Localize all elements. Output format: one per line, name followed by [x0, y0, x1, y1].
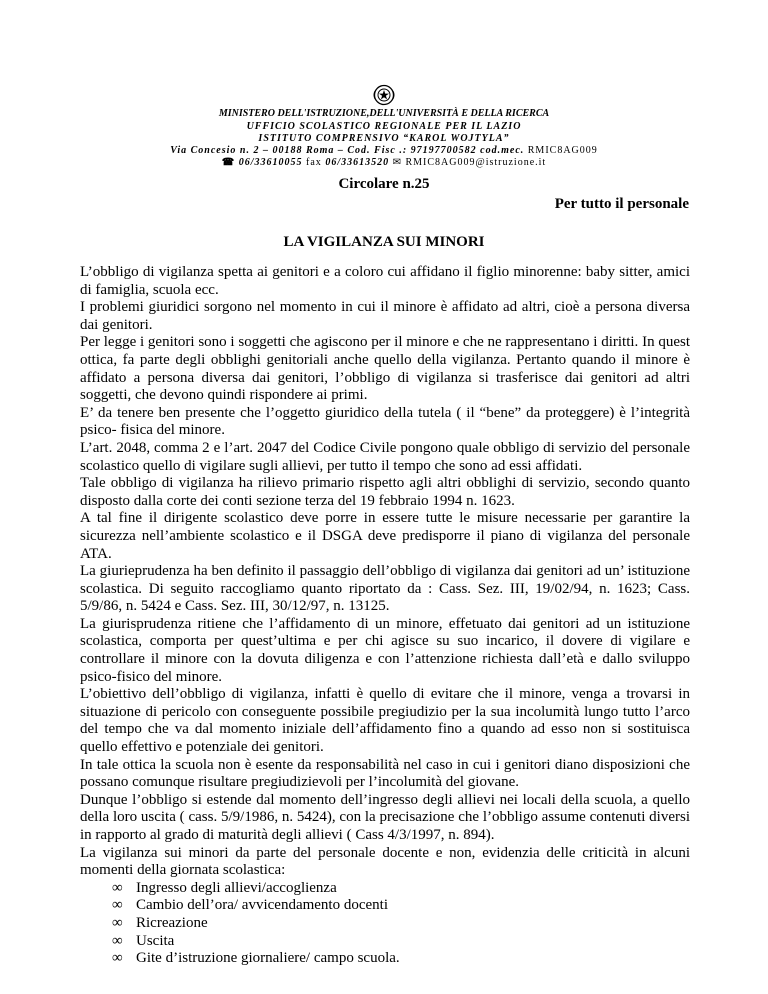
paragraph: L’obbligo di vigilanza spetta ai genitori e a coloro cui affidano il figlio minorenne: baby sitter, amici di famiglia, scuola ecc. — [80, 264, 690, 298]
paragraph: La vigilanza sui minori da parte del personale docente e non, evidenzia delle criticità in alcuni momenti della giornata scolastica: — [80, 844, 690, 879]
paragraph: L’art. 2048, comma 2 e l’art. 2047 del Codice Civile pongono quale obbligo di servizio del personale scolastico quello di vigilare sugli allievi, per tutto il tempo che sono ad essi affidati. — [80, 439, 690, 474]
list-item-text: Cambio dell’ora/ avvicendamento docenti — [136, 897, 388, 914]
paragraph: E’ da tenere ben presente che l’oggetto giuridico della tutela ( il “bene” da proteggere) è l’integrità psico- fisica del minore. — [80, 404, 690, 439]
address-text: Via Concesio n. 2 – 00188 Roma – Cod. Fisc .: 97197700582 cod.mec. — [170, 145, 525, 156]
list-item — [112, 880, 690, 898]
paragraph: A tal fine il dirigente scolastico deve porre in essere tutte le misure necessarie per garantire la sicurezza nell’ambiente scolastico e il DSGA deve predisporre il piano di vigilanza del personale ATA. — [80, 510, 690, 562]
list-item-text: Uscita — [136, 932, 175, 949]
paragraph: La giurisprudenza ritiene che l’affidamento di un minore, effetuato dai genitori ad un istituzione scolastica, comporta per quest’ultima e per chi agisce su suo incarico, il dovere di vigilare e controllare il minore con la dovuta diligenza e con l’attenzione richiesta dall’età e dallo sviluppo psico-fisico del minore. — [80, 615, 690, 685]
paragraph: In tale ottica la scuola non è esente da responsabilità nel caso in cui i genitori diano disposizioni che possano comunque risultare pregiudizievoli per l’incolumità del giovane. — [80, 756, 690, 791]
list-item-text: Ingresso degli allievi/accoglienza — [136, 879, 337, 896]
bullet-icon: ∞ — [112, 950, 123, 967]
bullet-icon: ∞ — [112, 914, 123, 931]
recipient-line: Per tutto il personale — [554, 196, 689, 212]
list-item — [112, 950, 690, 968]
paragraph: Dunque l’obbligo si estende dal momento dell’ingresso degli allievi nei locali della scuola, a quello della loro uscita ( cass. 5/9/1986, n. 5424), con la precisazione che l’obbligo assume contenuti diversi in rapporto al grado di maturità degli allievi ( Cass 4/3/1997, n. 894). — [80, 791, 690, 843]
bullet-icon: ∞ — [112, 879, 123, 896]
fax-number: 06/33613520 — [325, 157, 390, 168]
list-item — [112, 915, 690, 933]
phone-icon: ☎ — [221, 157, 236, 168]
document-title: LA VIGILANZA SUI MINORI — [283, 234, 485, 250]
critical-moments-list — [80, 880, 690, 968]
bullet-icon: ∞ — [112, 932, 123, 949]
paragraph: L’obiettivo dell’obbligo di vigilanza, infatti è quello di evitare che il minore, venga a trovarsi in situazione di pericolo con conseguente possibile pregiudizio per la sua incolumità lungo tutto l’arco del tempo che va dal momento iniziale dell’affidamento fino a quando ad esso non si sostituisca quello effettivo e potenziale dei genitori. — [80, 686, 690, 756]
letterhead-contacts — [0, 157, 768, 168]
paragraph: Per legge i genitori sono i soggetti che agiscono per il minore e che ne rappresentano i diritti. In quest ottica, fa parte degli obblighi genitoriali anche quello della vigilanza. Pertanto quando il minore è affidato a persona diversa dai genitori, l’obbligo di vigilanza si trasferisce dai genitori ad altri soggetti, che devono quindi rispondere ai primi. — [80, 334, 690, 404]
list-item — [112, 933, 690, 951]
republic-emblem-icon — [372, 84, 396, 106]
mail-icon: ✉ — [392, 157, 402, 168]
circular-number: Circolare n.25 — [338, 176, 430, 192]
school-code: RMIC8AG009 — [527, 145, 598, 156]
phone-number: 06/33610055 — [238, 157, 303, 168]
letterhead-office: UFFICIO SCOLASTICO REGIONALE PER IL LAZIO — [246, 121, 522, 132]
email-address[interactable]: RMIC8AG009@istruzione.it — [405, 157, 547, 168]
bullet-icon: ∞ — [112, 897, 123, 914]
list-item — [112, 897, 690, 915]
paragraph: I problemi giuridici sorgono nel momento in cui il minore è affidato ad altri, cioè a persona diversa dai genitori. — [80, 299, 690, 333]
fax-label: fax — [306, 157, 322, 168]
letterhead-address — [0, 145, 768, 156]
list-item-text: Ricreazione — [136, 914, 208, 931]
letterhead-ministry: MINISTERO DELL'ISTRUZIONE,DELL'UNIVERSITÀ E DELLA RICERCA — [218, 108, 550, 119]
paragraph: La giurieprudenza ha ben definito il passaggio dell’obbligo di vigilanza dai genitori ad un’ istituzione scolastica. Di seguito raccogliamo quanto riportato da : Cass. Sez. III, 19/02/94, n. 1623; Cass. 5/9/86, n. 5424 e Cass. Sez. III, 30/12/97, n. 13125. — [80, 563, 690, 615]
letterhead-institute: ISTITUTO COMPRENSIVO “KAROL WOJTYLA” — [258, 133, 510, 144]
paragraph: Tale obbligo di vigilanza ha rilievo primario rispetto agli altri obblighi di servizio, secondo quanto disposto dalla corte dei conti sezione terza del 19 febbraio 1994 n. 1623. — [80, 475, 690, 509]
list-item-text: Gite d’istruzione giornaliere/ campo scuola. — [136, 950, 400, 967]
document-body — [80, 264, 690, 968]
